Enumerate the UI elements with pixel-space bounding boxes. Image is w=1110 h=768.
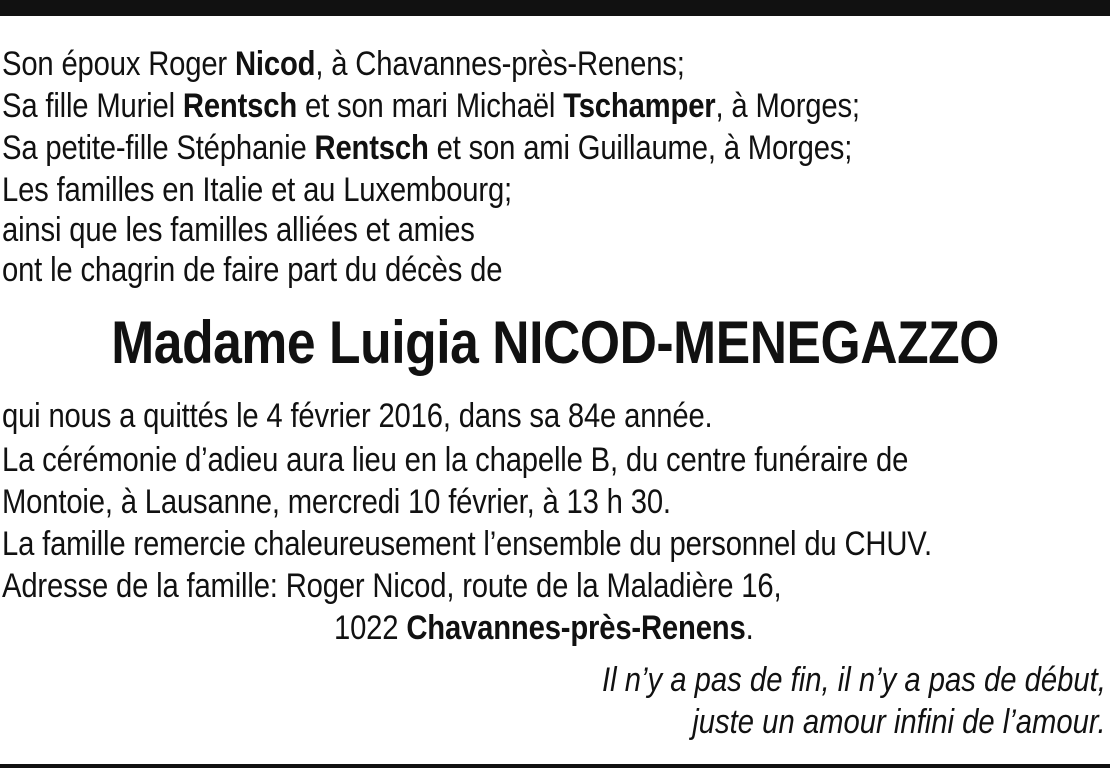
notice-line-ceremony: La cérémonie d’adieu aura lieu en la chapelle B, du centre funéraire de: [2, 441, 909, 479]
notice-line-allied-families: ainsi que les familles alliées et amies: [2, 211, 475, 249]
notice-line-ceremony-location: Montoie, à Lausanne, mercredi 10 février, à 13 h 30.: [2, 483, 671, 521]
notice-line-families: Les familles en Italie et au Luxembourg;: [2, 171, 512, 209]
notice-line-daughter: Sa fille Muriel Rentsch et son mari Michaël Tschamper, à Morges;: [2, 87, 860, 125]
closing-quote-line-2: juste un amour infini de l’amour.: [692, 703, 1106, 741]
bottom-border-rule: [0, 764, 1110, 768]
notice-line-granddaughter: Sa petite-fille Stéphanie Rentsch et son ami Guillaume, à Morges;: [2, 129, 853, 167]
notice-line-date: qui nous a quittés le 4 février 2016, dans sa 84e année.: [2, 397, 713, 435]
notice-line-family-address: Adresse de la famille: Roger Nicod, route de la Maladière 16,: [2, 567, 782, 605]
notice-line-announcement: ont le chagrin de faire part du décès de: [2, 251, 503, 289]
closing-quote-line-1: Il n’y a pas de fin, il n’y a pas de début,: [602, 661, 1106, 699]
deceased-name-heading: Madame Luigia NICOD-MENEGAZZO: [111, 309, 999, 376]
top-border-rule: [0, 0, 1110, 16]
notice-line-postal-code: 1022 Chavannes-près-Renens.: [334, 609, 754, 647]
notice-line-spouse: Son époux Roger Nicod, à Chavannes-près-Renens;: [2, 45, 685, 83]
notice-line-thanks: La famille remercie chaleureusement l’ensemble du personnel du CHUV.: [2, 525, 932, 563]
